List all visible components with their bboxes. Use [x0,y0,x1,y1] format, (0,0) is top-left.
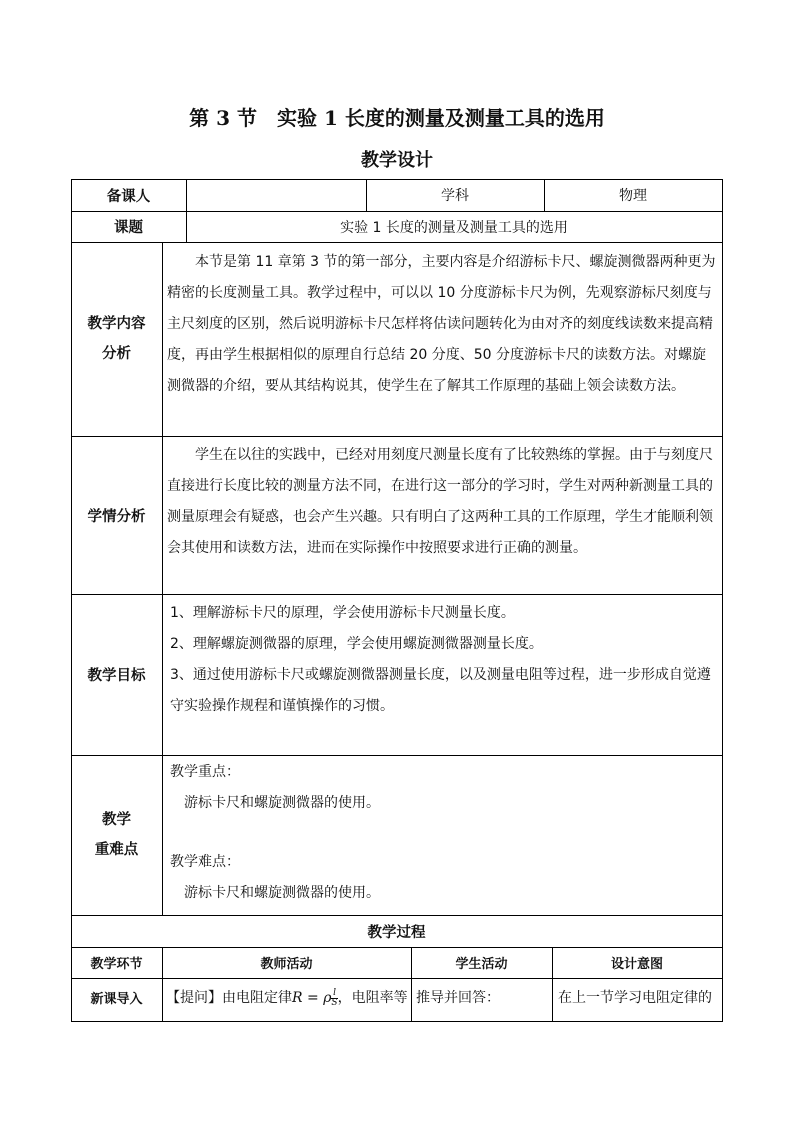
preparer-value [186,179,366,211]
content-analysis-text-cell [167,247,717,402]
process-row-stage: 新课导入 [90,992,143,1007]
subject-label: 学科 [441,188,469,204]
formula-lhs: R [292,990,303,1006]
subject-value: 物理 [619,188,647,204]
teacher-activity-prefix: 【提问】由电阻定律 [166,990,292,1006]
process-row-student: 推导并回答： [416,990,500,1006]
objective-item: 2、理解螺旋测微器的原理，学会使用螺旋测微器测量长度。 [170,636,543,652]
key-points-content [170,757,718,909]
objective-item: 3、通过使用游标卡尺或螺旋测微器测量长度，以及测量电阻等过程，进一步形成自觉遵守实验操作规程和谨慎操作的习惯。 [170,667,711,714]
content-analysis-label-line1: 教学内容 [87,316,146,332]
key-points-label-line2: 重难点 [94,842,139,858]
process-col-teacher: 教师活动 [260,957,313,972]
learner-analysis-text: 学生在以往的实践中，已经对用刻度尺测量长度有了比较熟练的掌握。由于与刻度尺直接进行长度比较的测量方法不同，在进行这一部分的学习时，学生对两种新测量工具的测量原理会有疑惑，也会产生兴趣。只有明白了这两种工具的工作原理，学生才能顺利领会其使用和读数方法，进而在实际操作中按照要求进行正确的测量。 [167,447,713,556]
content-analysis-label [71,242,162,436]
learner-analysis-label: 学情分析 [87,508,146,525]
focus-text: 游标卡尺和螺旋测微器的使用。 [184,795,380,811]
formula-resistance [292,990,331,1006]
preparer-label: 备课人 [106,188,151,205]
process-col-stage: 教学环节 [90,957,143,972]
formula-rho: ρ [323,990,332,1006]
process-row-intent: 在上一节学习电阻定律的 [558,990,712,1006]
key-points-label [71,755,162,915]
process-col-student: 学生活动 [455,957,508,972]
objective-item: 1、理解游标卡尺的原理，学会使用游标卡尺测量长度。 [170,605,515,621]
difficulty-text: 游标卡尺和螺旋测微器的使用。 [184,885,380,901]
document-subtitle: 教学设计 [361,150,433,171]
objectives-label: 教学目标 [87,668,146,684]
difficulty-heading: 教学难点： [170,854,240,870]
formula-equals: = [302,990,324,1006]
process-col-intent: 设计意图 [610,957,663,972]
document-title: 第 3 节 实验 1 长度的测量及测量工具的选用 [189,106,605,130]
fraction-denominator: S [331,997,338,1008]
fraction-numerator: l [333,987,336,998]
content-analysis-label-line2: 分析 [102,346,131,362]
topic-label: 课题 [114,220,143,236]
key-points-label-line1: 教学 [102,812,131,828]
focus-heading: 教学重点： [170,764,240,780]
process-heading: 教学过程 [367,924,426,941]
objectives-list [170,598,718,722]
process-row-teacher [166,978,410,1021]
topic-value: 实验 1 长度的测量及测量工具的选用 [340,219,568,236]
learner-analysis-text-cell [167,440,717,564]
content-analysis-text: 本节是第 11 章第 3 节的第一部分，主要内容是介绍游标卡尺、螺旋测微器两种更为精密的长度测量工具。教学过程中，可以以 10 分度游标卡尺为例，先观察游标尺刻度与主尺刻度的区别，然后说明游标卡尺怎样将估读问题转化为由对齐的刻度线读数来提高精度，再由学生根据相似的原理自行总结 20 分度、50 分度游标卡尺的读数方法。对螺旋测微器的介绍，要从其结构说其，使学生在了解其工作原理的基础上领会读数方法。 [167,254,716,394]
teacher-activity-suffix: ，电阻率等 [337,990,408,1006]
